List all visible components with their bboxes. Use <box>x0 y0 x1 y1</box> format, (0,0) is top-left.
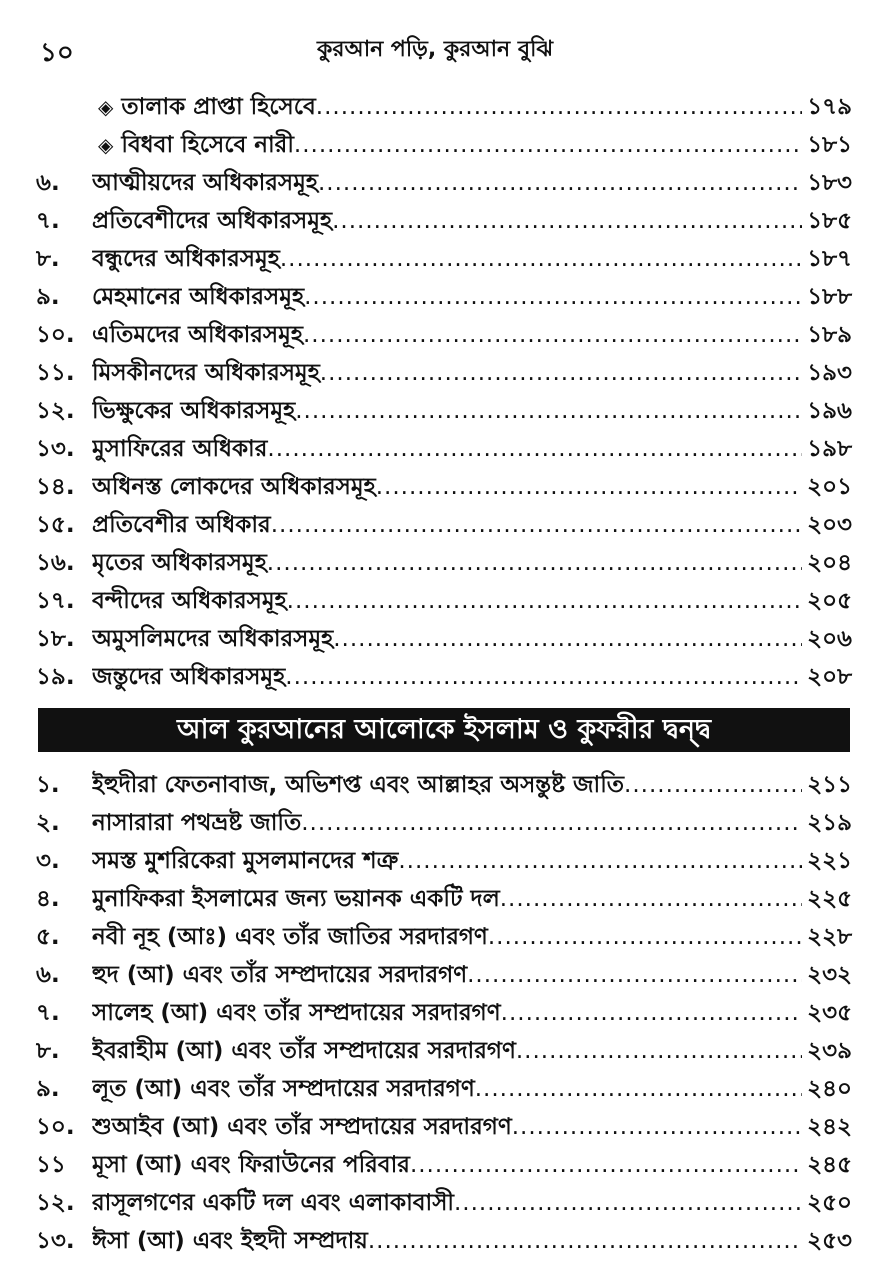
toc-entry-title-line <box>92 1222 802 1261</box>
toc-entry-number: ১. <box>36 772 60 798</box>
toc-entry-title: বন্ধুদের অধিকারসমূহ <box>92 246 280 272</box>
toc-entry-title: জন্তুদের অধিকারসমূহ <box>92 664 286 690</box>
toc-entry-page: ১৮৭ <box>807 246 852 272</box>
toc-entry-title: নবী নূহ (আঃ) এবং তাঁর জাতির সরদারগণ <box>92 924 488 950</box>
toc-entry-page: ১৮৫ <box>807 208 852 234</box>
toc-entry <box>0 654 870 692</box>
dot-leader <box>488 924 802 950</box>
toc-entry <box>0 800 870 838</box>
dot-leader <box>301 810 802 836</box>
toc-entry-page: ১৭৯ <box>807 94 852 120</box>
toc-entry-page: ১৮৯ <box>807 322 852 348</box>
toc-entry-number: ১২. <box>36 398 75 424</box>
toc-entry-number: ৭. <box>36 208 60 234</box>
dot-leader <box>410 1152 802 1178</box>
toc-entry <box>0 426 870 464</box>
toc-entry <box>0 1104 870 1142</box>
toc-entry-title: মৃতের অধিকারসমূহ <box>92 550 267 576</box>
toc-entry-title: অমুসলিমদের অধিকারসমূহ <box>92 626 334 652</box>
toc-entry-title: শুআইব (আ) এবং তাঁর সম্প্রদায়ের সরদারগণ <box>92 1114 512 1140</box>
toc-entry-number: ১১. <box>36 360 75 386</box>
toc-entry-title: আত্মীয়দের অধিকারসমূহ <box>92 170 318 196</box>
toc-entry-number: ১০. <box>36 1114 75 1140</box>
toc-entry-number: ১৯. <box>36 664 75 690</box>
toc-entry-page: ২২৮ <box>807 924 852 950</box>
dot-leader <box>294 132 802 158</box>
toc-entry <box>0 1142 870 1180</box>
toc-entry-number: ৪. <box>36 886 60 912</box>
dot-leader <box>475 1076 802 1102</box>
toc-entry-page: ১৯৩ <box>807 360 852 386</box>
dot-leader <box>320 360 802 386</box>
toc-entry-number: ১০. <box>36 322 75 348</box>
toc-entry <box>0 122 870 160</box>
toc-entry-title: ঈসা (আ) এবং ইহুদী সম্প্রদায় <box>92 1228 368 1254</box>
toc-entry-title: মেহমানের অধিকারসমূহ <box>92 284 305 310</box>
dot-leader <box>516 1038 802 1064</box>
toc-entry <box>0 1218 870 1256</box>
dot-leader <box>376 474 802 500</box>
toc-entry-page: ২৩৫ <box>807 1000 852 1026</box>
toc-entry-number: ১৩. <box>36 1228 75 1254</box>
toc-entry <box>0 1180 870 1218</box>
toc-entry-title: নাসারারা পথভ্রষ্ট জাতি <box>92 810 302 836</box>
toc-entry-page: ২১৯ <box>807 810 852 836</box>
toc-entry-page: ২১১ <box>807 772 852 798</box>
toc-entry-number: ১৫. <box>36 512 75 538</box>
toc-entry-number: ৬. <box>36 962 60 988</box>
toc-entry-number: ১৭. <box>36 588 75 614</box>
dot-leader <box>295 398 802 424</box>
dot-leader <box>267 436 802 462</box>
toc-entry <box>0 502 870 540</box>
dot-leader <box>318 170 802 196</box>
toc-entry-number: ৫. <box>36 924 60 950</box>
toc-entry <box>0 198 870 236</box>
toc-entry-page: ২৫৩ <box>807 1228 852 1254</box>
toc-entry-title-line <box>92 658 802 697</box>
toc-entry-page: ২৪৫ <box>807 1152 852 1178</box>
toc-entry <box>0 876 870 914</box>
toc-entry-title: মূসা (আ) এবং ফিরাউনের পরিবার <box>92 1152 410 1178</box>
dot-leader <box>368 1228 802 1254</box>
dot-leader <box>267 550 802 576</box>
toc-entry <box>0 274 870 312</box>
toc-entry-number: ১১ <box>36 1152 66 1178</box>
toc-entry-title: তালাক প্রাপ্তা হিসেবে <box>121 94 316 120</box>
dot-leader <box>287 588 802 614</box>
toc-section-islam-kufr <box>0 762 870 1256</box>
toc-entry-title: রাসূলগণের একটি দল এবং এলাকাবাসী <box>92 1190 454 1216</box>
dot-leader <box>333 626 802 652</box>
dot-leader <box>271 512 802 538</box>
dot-leader <box>467 962 802 988</box>
diamond-bullet-icon: ◈ <box>98 133 114 157</box>
toc-entry-number: ২. <box>36 810 60 836</box>
toc-entry-title: সালেহ (আ) এবং তাঁর সম্প্রদায়ের সরদারগণ <box>92 1000 501 1026</box>
toc-entry-number: ৮. <box>36 1038 60 1064</box>
toc-entry <box>0 160 870 198</box>
section-heading: আল কুরআনের আলোকে ইসলাম ও কুফরীর দ্বন্দ্ব <box>38 708 850 752</box>
toc-entry-page: ২০১ <box>807 474 852 500</box>
toc-entry-number: ৩. <box>36 848 60 874</box>
toc-entry-page: ১৮১ <box>807 132 852 158</box>
toc-entry <box>0 236 870 274</box>
toc-entry-title: ইবরাহীম (আ) এবং তাঁর সম্প্রদায়ের সরদারগণ <box>92 1038 516 1064</box>
toc-entry <box>0 312 870 350</box>
page-header <box>0 30 870 70</box>
toc-entry-page: ২০৩ <box>807 512 852 538</box>
toc-entry-title: ইহুদীরা ফেতনাবাজ, অভিশপ্ত এবং আল্লাহর অসন্তুষ্ট জাতি <box>92 772 625 798</box>
toc-entry <box>0 388 870 426</box>
toc-entry-page: ২৪২ <box>807 1114 852 1140</box>
toc-entry <box>0 914 870 952</box>
dot-leader <box>303 322 802 348</box>
toc-entry-page: ১৮৩ <box>807 170 852 196</box>
toc-entry-number: ১২. <box>36 1190 75 1216</box>
page-number: ১০ <box>40 38 74 68</box>
toc-entry-page: ২০৮ <box>807 664 852 690</box>
toc-entry-title: মিসকীনদের অধিকারসমূহ <box>92 360 320 386</box>
running-title: কুরআন পড়ি, কুরআন বুঝি <box>316 37 554 62</box>
toc-entry-page: ২০৪ <box>807 550 852 576</box>
toc-entry-title: হুদ (আ) এবং তাঁর সম্প্রদায়ের সরদারগণ <box>92 962 468 988</box>
toc-entry-number: ১৮. <box>36 626 75 652</box>
toc-entry-page: ২৩২ <box>807 962 852 988</box>
dot-leader <box>280 246 802 272</box>
toc-entry-number: ৭. <box>36 1000 60 1026</box>
toc-entry-number: ৯. <box>36 1076 60 1102</box>
diamond-bullet-icon: ◈ <box>98 95 114 119</box>
toc-entry-page: ২০৫ <box>807 588 852 614</box>
toc-entry-page: ২৩৯ <box>807 1038 852 1064</box>
toc-section-rights <box>0 84 870 692</box>
dot-leader <box>512 1114 802 1140</box>
toc-entry-title: প্রতিবেশীদের অধিকারসমূহ <box>92 208 333 234</box>
toc-entry-page: ২৫০ <box>807 1190 852 1216</box>
dot-leader <box>624 772 802 798</box>
toc-entry-page: ১৯৬ <box>807 398 852 424</box>
toc-entry <box>0 1066 870 1104</box>
toc-entry-page: ২২১ <box>807 848 852 874</box>
toc-entry-number: ১৪. <box>36 474 75 500</box>
toc-entry <box>0 952 870 990</box>
toc-entry-page: ২০৬ <box>807 626 852 652</box>
toc-entry <box>0 350 870 388</box>
toc-entry-title: প্রতিবেশীর অধিকার <box>92 512 271 538</box>
toc-entry-number: ১৬. <box>36 550 75 576</box>
toc-entry <box>0 762 870 800</box>
toc-entry-page: ১৮৮ <box>807 284 852 310</box>
dot-leader <box>304 284 802 310</box>
toc-entry-title: সমস্ত মুশরিকেরা মুসলমানদের শত্রু <box>92 848 399 874</box>
dot-leader <box>332 208 802 234</box>
toc-entry-number: ৬. <box>36 170 60 196</box>
dot-leader <box>285 664 802 690</box>
toc-entry <box>0 84 870 122</box>
toc-entry-title: মুসাফিরের অধিকার <box>92 436 268 462</box>
toc-entry-title: বন্দীদের অধিকারসমূহ <box>92 588 287 614</box>
dot-leader <box>454 1190 802 1216</box>
toc-entry-title: অধিনস্ত লোকদের অধিকারসমূহ <box>92 474 376 500</box>
toc-entry-number: ৮. <box>36 246 60 272</box>
toc-entry-number: ৯. <box>36 284 60 310</box>
dot-leader <box>500 886 802 912</box>
toc-entry-title: ভিক্ষুকের অধিকারসমূহ <box>92 398 296 424</box>
toc-entry <box>0 838 870 876</box>
dot-leader <box>316 94 802 120</box>
toc-entry-title: বিধবা হিসেবে নারী <box>121 132 294 158</box>
toc-entry <box>0 990 870 1028</box>
toc-entry <box>0 616 870 654</box>
toc-entry <box>0 464 870 502</box>
toc-entry-title: এতিমদের অধিকারসমূহ <box>92 322 303 348</box>
dot-leader <box>398 848 802 874</box>
toc-entry <box>0 540 870 578</box>
dot-leader <box>501 1000 802 1026</box>
toc-entry-title: লূত (আ) এবং তাঁর সম্প্রদায়ের সরদারগণ <box>92 1076 475 1102</box>
toc-entry <box>0 578 870 616</box>
toc-entry-page: ২২৫ <box>807 886 852 912</box>
toc-entry-number: ১৩. <box>36 436 75 462</box>
toc-entry-page: ১৯৮ <box>807 436 852 462</box>
toc-entry-page: ২৪০ <box>807 1076 852 1102</box>
toc-entry <box>0 1028 870 1066</box>
toc-entry-title: মুনাফিকরা ইসলামের জন্য ভয়ানক একটি দল <box>92 886 500 912</box>
